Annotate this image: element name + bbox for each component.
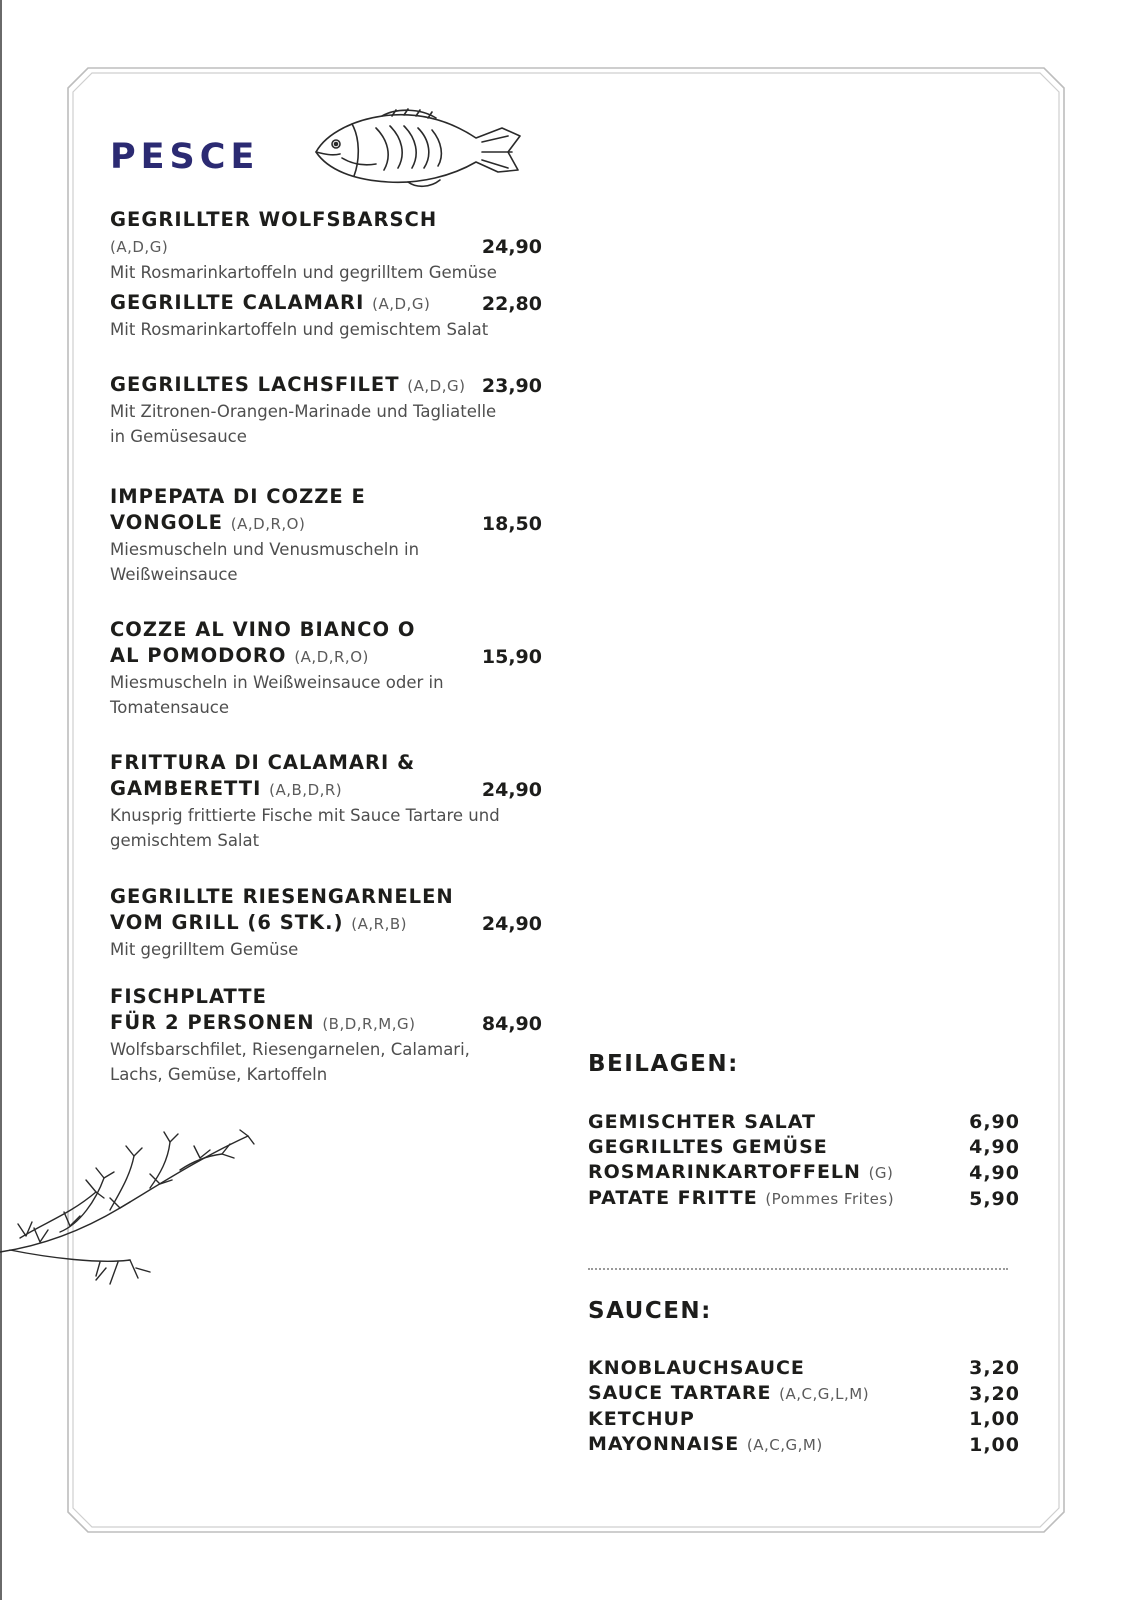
allergen-codes: (G) <box>868 1164 894 1182</box>
list-item: SAUCE TARTARE (A,C,G,L,M) 3,20 <box>588 1382 1020 1405</box>
list-item: PATATE FRITTE (Pommes Frites) 5,90 <box>588 1187 1020 1210</box>
list-item: ROSMARINKARTOFFELN (G) 4,90 <box>588 1161 1020 1184</box>
menu-item <box>110 484 542 587</box>
dish-description: Mit Rosmarinkartoffeln und gegrilltem Gemüse <box>110 263 497 282</box>
saucen-list <box>588 1356 1020 1458</box>
dish-description: Knusprig frittierte Fische mit Sauce Tartare und gemischtem Salat <box>110 806 500 850</box>
allergen-codes: (A,D,R,O) <box>294 648 369 666</box>
allergen-codes: (A,R,B) <box>351 915 407 933</box>
dish-description: Mit gegrilltem Gemüse <box>110 940 299 959</box>
dish-description: Mit Rosmarinkartoffeln und gemischtem Salat <box>110 320 489 339</box>
dish-name: COZZE AL VINO BIANCO O AL POMODORO (A,D,R,O) <box>110 618 416 667</box>
dish-price: 24,90 <box>481 779 542 801</box>
beilagen-list <box>588 1110 1020 1212</box>
menu-item <box>110 750 542 853</box>
menu-item <box>110 884 542 962</box>
section-divider <box>588 1268 1008 1270</box>
dish-price: 24,90 <box>481 236 542 258</box>
dish-description: Miesmuscheln und Venusmuscheln in Weißweinsauce <box>110 540 420 584</box>
menu-item <box>110 372 542 449</box>
item-price: 6,90 <box>969 1111 1020 1133</box>
herb-sprig-illustration-icon <box>0 1128 260 1298</box>
page-edge <box>0 0 2 1600</box>
saucen-heading: SAUCEN: <box>588 1298 712 1324</box>
dish-price: 18,50 <box>481 513 542 535</box>
dish-description: Mit Zitronen-Orangen-Marinade und Tagliatelle in Gemüsesauce <box>110 402 497 446</box>
allergen-codes: (A,D,G) <box>407 377 466 395</box>
allergen-codes: (A,C,G,M) <box>746 1436 823 1454</box>
item-price: 3,20 <box>969 1383 1020 1405</box>
dish-price: 84,90 <box>481 1013 542 1035</box>
menu-item <box>110 984 542 1087</box>
dish-price: 23,90 <box>481 375 542 397</box>
list-item: KNOBLAUCHSAUCE 3,20 <box>588 1357 1020 1379</box>
menu-item <box>110 617 542 720</box>
item-price: 4,90 <box>969 1136 1020 1158</box>
dish-name: GEGRILLTE CALAMARI (A,D,G) <box>110 291 431 314</box>
allergen-codes: (A,C,G,L,M) <box>779 1385 870 1403</box>
allergen-codes: (B,D,R,M,G) <box>322 1015 416 1033</box>
dish-name: FRITTURA DI CALAMARI & GAMBERETTI (A,B,D,R) <box>110 751 416 800</box>
dish-price: 15,90 <box>481 646 542 668</box>
dish-description: Wolfsbarschfilet, Riesengarnelen, Calamari, Lachs, Gemüse, Kartoffeln <box>110 1040 470 1084</box>
dish-description: Miesmuscheln in Weißweinsauce oder in Tomatensauce <box>110 673 444 717</box>
list-item: GEGRILLTES GEMÜSE 4,90 <box>588 1136 1020 1158</box>
item-price: 1,00 <box>969 1434 1020 1456</box>
item-note: (Pommes Frites) <box>765 1190 895 1208</box>
section-title: PESCE <box>110 137 260 177</box>
dish-name: GEGRILLTES LACHSFILET (A,D,G) <box>110 373 466 396</box>
dish-price: 22,80 <box>481 293 542 315</box>
list-item: GEMISCHTER SALAT 6,90 <box>588 1111 1020 1133</box>
list-item: MAYONNAISE (A,C,G,M) 1,00 <box>588 1433 1020 1456</box>
dish-name: GEGRILLTER WOLFSBARSCH (A,D,G) <box>110 208 438 256</box>
allergen-codes: (A,D,G) <box>110 238 169 256</box>
menu-item <box>110 290 542 342</box>
item-price: 5,90 <box>969 1188 1020 1210</box>
allergen-codes: (A,D,G) <box>372 295 431 313</box>
allergen-codes: (A,D,R,O) <box>230 515 306 533</box>
dish-name: IMPEPATA DI COZZE E VONGOLE (A,D,R,O) <box>110 485 366 534</box>
allergen-codes: (A,B,D,R) <box>269 781 343 799</box>
item-price: 3,20 <box>969 1357 1020 1379</box>
item-price: 4,90 <box>969 1162 1020 1184</box>
item-price: 1,00 <box>969 1408 1020 1430</box>
dish-name: GEGRILLTE RIESENGARNELEN VOM GRILL (6 STK.) (A,R,B) <box>110 885 454 934</box>
dish-price: 24,90 <box>481 913 542 935</box>
list-item: KETCHUP 1,00 <box>588 1408 1020 1430</box>
dish-name: FISCHPLATTE FÜR 2 PERSONEN (B,D,R,M,G) <box>110 985 416 1034</box>
fish-illustration-icon <box>312 108 524 188</box>
beilagen-heading: BEILAGEN: <box>588 1051 739 1077</box>
menu-item <box>110 207 542 285</box>
